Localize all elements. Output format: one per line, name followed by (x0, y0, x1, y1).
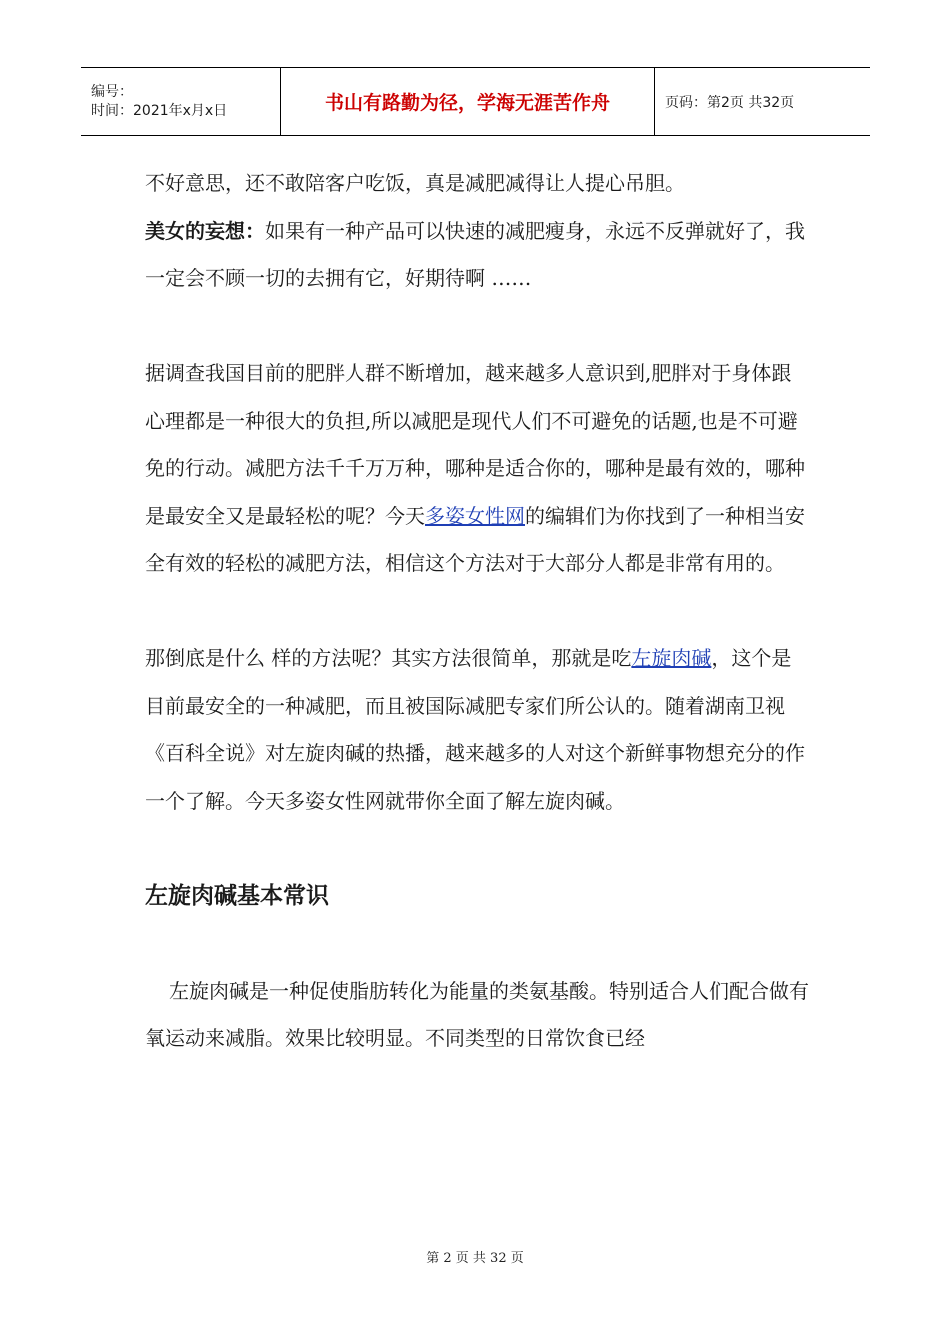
paragraph-3 (145, 350, 810, 588)
header-meta (81, 68, 281, 135)
section-title: 左旋肉碱基本常识 (145, 882, 329, 909)
document-header (81, 67, 870, 136)
link-l-carnitine[interactable]: 左旋肉碱 (631, 646, 712, 670)
paragraph-5: 左旋肉碱是一种促使脂肪转化为能量的类氨基酸。特别适合人们配合做有氧运动来减脂。效果比较明显。不同类型的日常饮食已经 (145, 978, 809, 1050)
header-page-cell (655, 68, 870, 135)
header-motto-cell (281, 68, 655, 135)
header-number-label: 编号： (91, 83, 133, 100)
spacer (145, 588, 810, 636)
paragraph-1: 不好意思，还不敢陪客户吃饭，真是减肥减得让人提心吊胆。 (145, 171, 685, 195)
document-body (145, 160, 810, 1063)
header-motto: 书山有路勤为径，学海无涯苦作舟 (324, 92, 610, 114)
paragraph-3-text-b: 的编辑们为你找到了一种相当安全有效的轻松的减肥方法，相信这个方法对于大部分人都是非常有用的。 (145, 503, 805, 575)
paragraph-4-text-b: ，这个是目前最安全的一种减肥，而且被国际减肥专家们所公认的。随着湖南卫视《百科全说》对左旋肉碱的热播，越来越多的人对这个新鲜事物想充分的作一个了解。今天多姿女性网就带你全面了解左旋肉碱。 (145, 646, 805, 813)
paragraph-4-text-a: 那倒底是什么 样的方法呢？其实方法很简单，那就是吃 (145, 646, 632, 670)
paragraph-3-text-a: 据调查我国目前的肥胖人群不断增加，越来越多人意识到,肥胖对于身体跟心理都是一种很大的负担,所以减肥是现代人们不可避免的话题,也是不可避免的行动。减肥方法千千万万种，哪种是适合你的，哪种是最有效的，哪种是最安全又是最轻松的呢？今天 (145, 361, 805, 528)
paragraph-2-text: 如果有一种产品可以快速的减肥瘦身，永远不反弹就好了，我一定会不顾一切的去拥有它，好期待啊 …… (145, 218, 805, 290)
paragraph-2 (145, 208, 810, 303)
spacer (145, 920, 810, 968)
header-date-label: 时间：2021年x月x日 (91, 102, 228, 119)
page-footer: 第 2 页 共 32 页 (426, 1251, 524, 1266)
spacer (145, 825, 810, 873)
spacer (145, 303, 810, 351)
link-duozi-site[interactable]: 多姿女性网 (425, 503, 525, 528)
paragraph-4 (145, 635, 810, 825)
paragraph-2-label: 美女的妄想： (145, 218, 265, 243)
header-page-info: 页码：第2页 共32页 (665, 94, 795, 111)
